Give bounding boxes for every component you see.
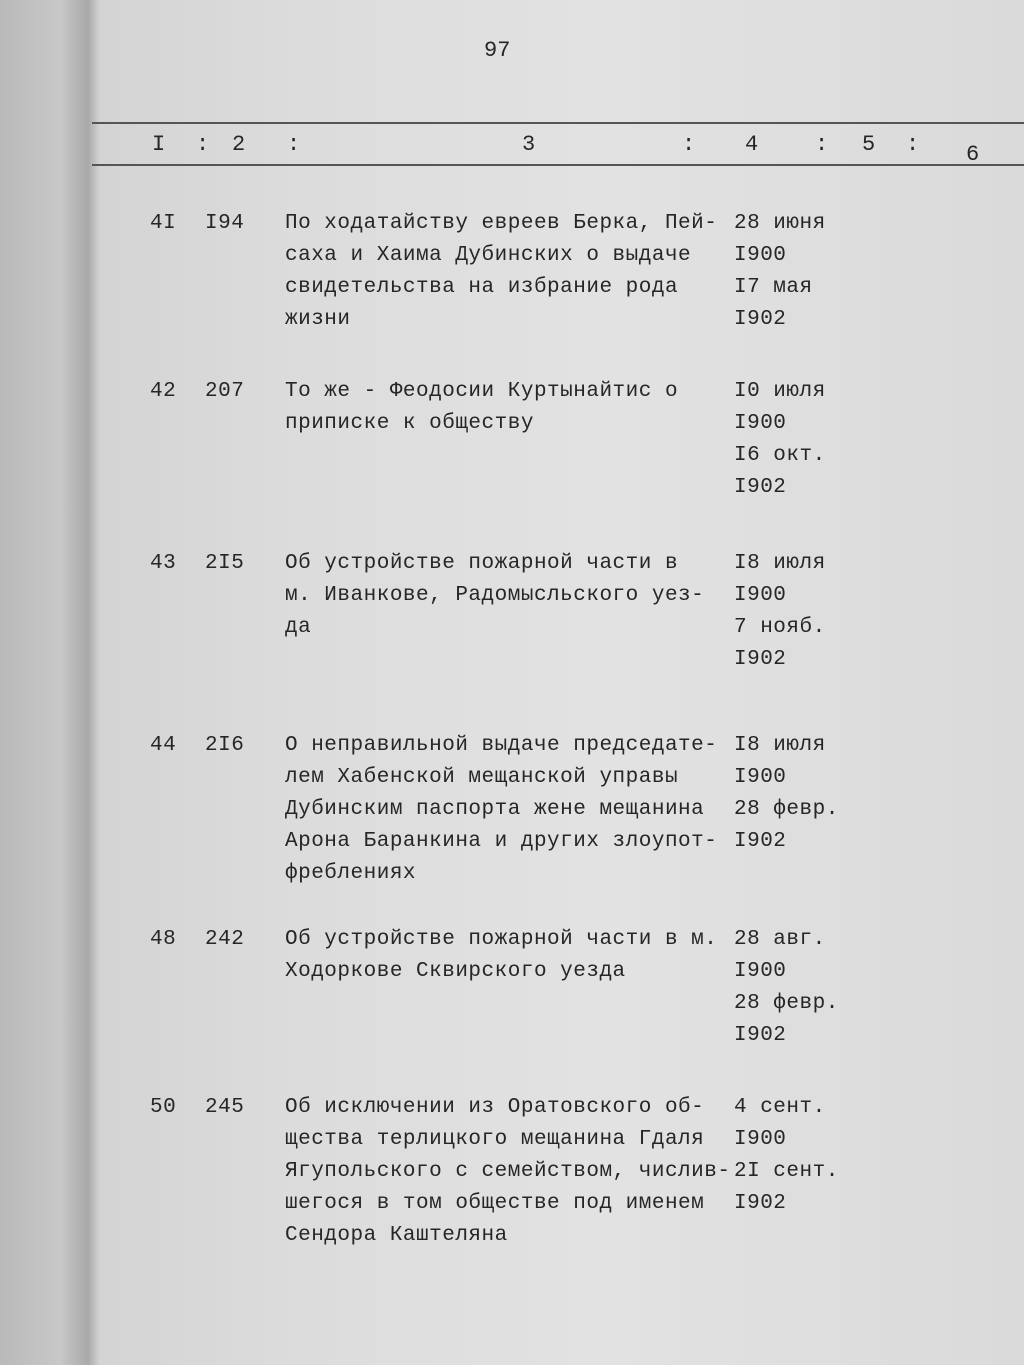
entry-date: I7 мая (734, 276, 813, 299)
entry-number: 4I (150, 212, 177, 235)
entry-description-line: По ходатайству евреев Берка, Пей- (285, 212, 718, 235)
col-5-label: 5 (862, 132, 876, 157)
entry-date: 2I сент. (734, 1160, 839, 1183)
file-number: 207 (205, 380, 245, 403)
entry-date: I900 (734, 412, 787, 435)
entry-description-line: Об устройстве пожарной части в (285, 552, 679, 575)
entry-date: 7 нояб. (734, 616, 826, 639)
entry-date: I902 (734, 308, 787, 331)
file-number: I94 (205, 212, 245, 235)
col-3-label: 3 (522, 132, 536, 157)
entry-description-line: Ходоркове Сквирского уезда (285, 960, 626, 983)
file-number: 2I5 (205, 552, 245, 575)
entry-date: 28 авг. (734, 928, 826, 951)
entry-description-line: саха и Хаима Дубинских о выдаче (285, 244, 692, 267)
col-sep: : (196, 132, 210, 157)
entry-date: I902 (734, 1024, 787, 1047)
entry-description-line: О неправильной выдаче председате- (285, 734, 718, 757)
header-bottom-rule (92, 164, 1024, 166)
entry-description-line: шегося в том обществе под именем (285, 1192, 705, 1215)
col-sep: : (906, 132, 920, 157)
entry-description-line: да (285, 616, 312, 639)
entry-number: 42 (150, 380, 177, 403)
entry-date: 28 февр. (734, 798, 839, 821)
entry-description-line: приписке к обществу (285, 412, 534, 435)
entry-description-line: фреблениях (285, 862, 417, 885)
entry-date: I8 июля (734, 552, 826, 575)
entry-date: I900 (734, 766, 787, 789)
entry-date: I900 (734, 244, 787, 267)
entry-description-line: Об устройстве пожарной части в м. (285, 928, 718, 951)
entry-description-line: лем Хабенской мещанской управы (285, 766, 679, 789)
entry-number: 48 (150, 928, 177, 951)
entry-date: I900 (734, 1128, 787, 1151)
entry-description-line: Об исключении из Оратовского об- (285, 1096, 705, 1119)
entry-date: I900 (734, 960, 787, 983)
entry-date: I8 июля (734, 734, 826, 757)
entry-description-line: Ягупольского с семейством, числив- (285, 1160, 731, 1183)
entry-date: 28 февр. (734, 992, 839, 1015)
entry-date: I6 окт. (734, 444, 826, 467)
file-number: 245 (205, 1096, 245, 1119)
col-4-label: 4 (745, 132, 759, 157)
entry-date: I902 (734, 830, 787, 853)
entry-number: 50 (150, 1096, 177, 1119)
entry-description-line: Арона Баранкина и других злоупот- (285, 830, 718, 853)
entry-number: 43 (150, 552, 177, 575)
entry-date: 28 июня (734, 212, 826, 235)
entry-date: I0 июля (734, 380, 826, 403)
header-top-rule (92, 122, 1024, 124)
entry-description-line: То же - Феодосии Куртынайтис о (285, 380, 679, 403)
entry-description-line: щества терлицкого мещанина Гдаля (285, 1128, 705, 1151)
entry-date: I902 (734, 1192, 787, 1215)
page-number: 97 (484, 38, 511, 63)
col-6-label: 6 (966, 142, 980, 167)
col-1-label: I (152, 132, 166, 157)
entry-date: I902 (734, 476, 787, 499)
col-sep: : (682, 132, 696, 157)
entry-date: I900 (734, 584, 787, 607)
entry-description-line: жизни (285, 308, 351, 331)
file-number: 242 (205, 928, 245, 951)
col-2-label: 2 (232, 132, 246, 157)
entry-number: 44 (150, 734, 177, 757)
entry-description-line: Сендора Каштеляна (285, 1224, 508, 1247)
entry-description-line: свидетельства на избрание рода (285, 276, 679, 299)
col-sep: : (287, 132, 301, 157)
entry-description-line: Дубинским паспорта жене мещанина (285, 798, 705, 821)
file-number: 2I6 (205, 734, 245, 757)
entry-date: 4 сент. (734, 1096, 826, 1119)
entry-description-line: м. Иванкове, Радомысльского уез- (285, 584, 705, 607)
col-sep: : (815, 132, 829, 157)
entry-date: I902 (734, 648, 787, 671)
